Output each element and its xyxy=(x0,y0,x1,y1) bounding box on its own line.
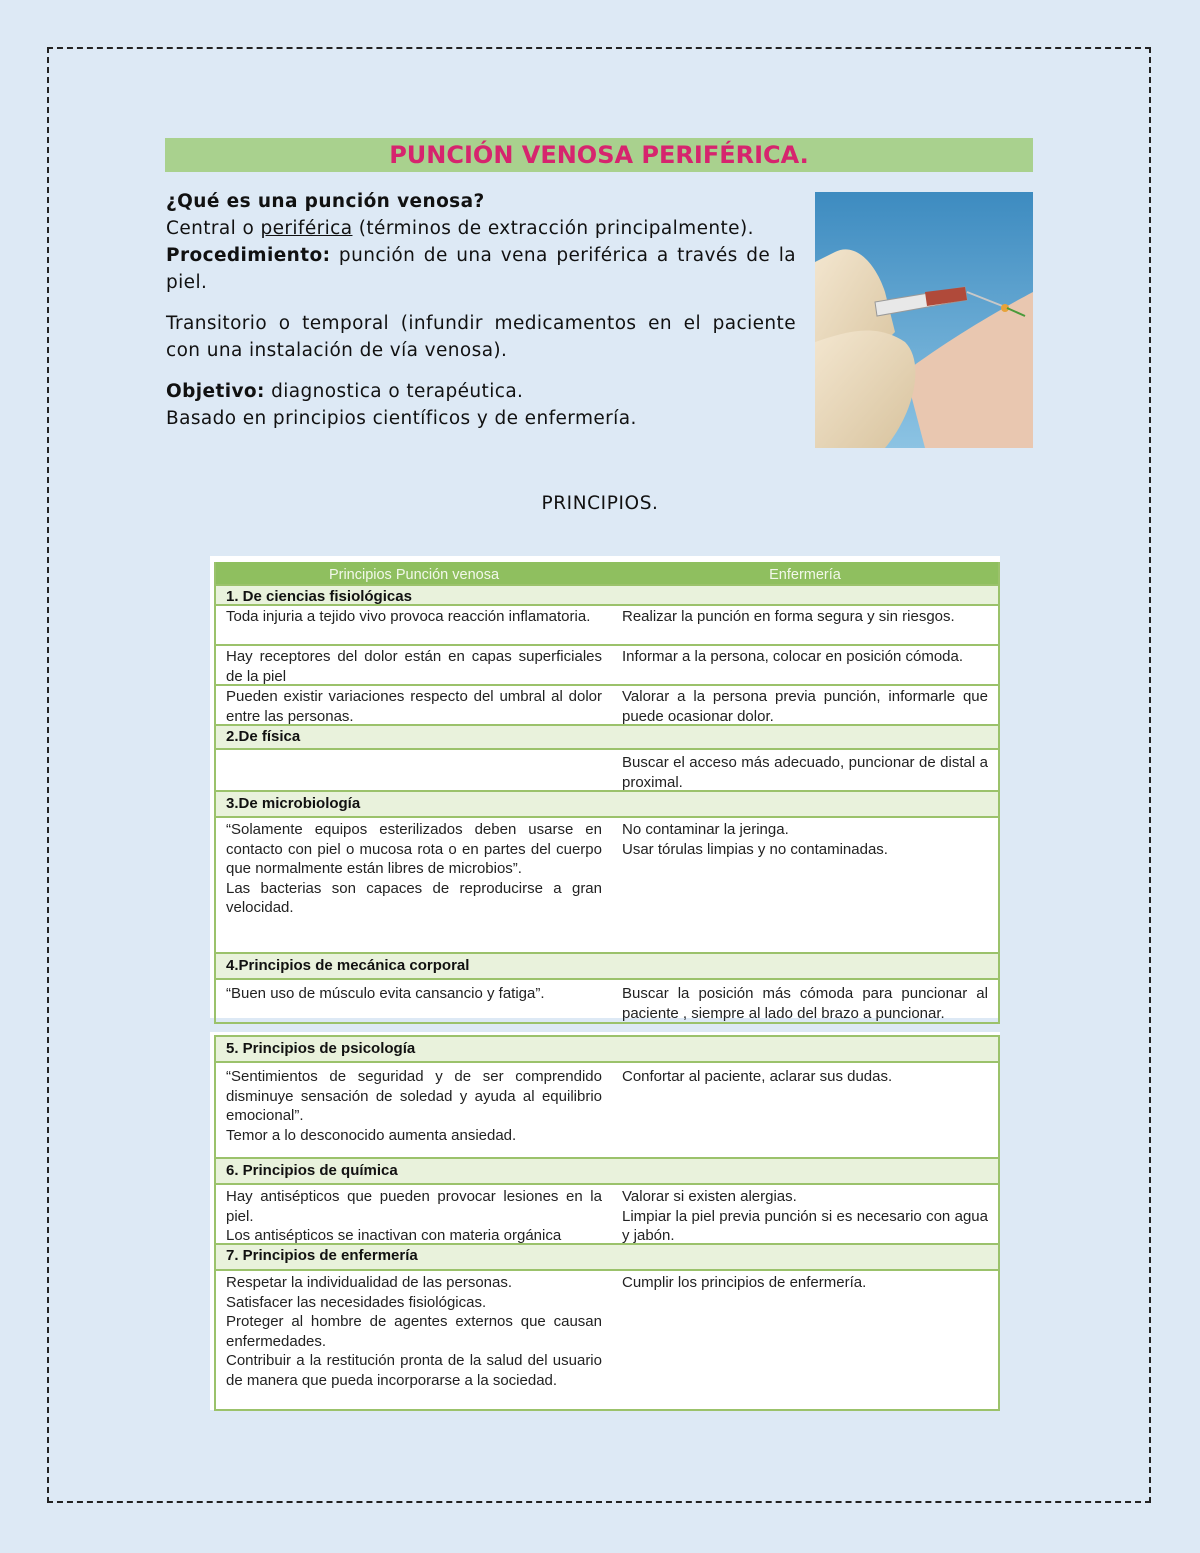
header-enfermeria: Enfermería xyxy=(769,567,841,583)
document-title: PUNCIÓN VENOSA PERIFÉRICA. xyxy=(165,138,1033,172)
procedimiento-line: Procedimiento: punción de una vena periférica a través de la piel. xyxy=(166,245,796,293)
section-title: 4.Principios de mecánica corporal xyxy=(216,954,998,980)
section-title: 5. Principios de psicología xyxy=(216,1037,998,1063)
table-row: Respetar la individualidad de las personas. Satisfacer las necesidades fisiológicas. Proteger al hombre de agentes externos que causan enfermedades. Contribuir a la restitución pronta de la salud del usuario de manera que pueda incorporarse a la sociedad. Cumplir los principios de enfermería. xyxy=(216,1271,998,1411)
section-title: 1. De ciencias fisiológicas xyxy=(216,586,998,606)
transitorio-line: Transitorio o temporal (infundir medicamentos en el paciente con una instalación de vía venosa). xyxy=(166,313,796,361)
table-row: “Solamente equipos esterilizados deben usarse en contacto con piel o mucosa rota o en partes del cuerpo que normalmente están libres de microbios”. Las bacterias son capaces de reproducirse a gran velocidad. No contaminar la jeringa. Usar tórulas limpias y no contaminadas. xyxy=(216,818,998,954)
table-row: Hay receptores del dolor están en capas superficiales de la piel Informar a la persona, colocar en posición cómoda. xyxy=(216,646,998,686)
periferica-link[interactable]: periférica xyxy=(260,218,353,239)
central-line: Central o periférica (términos de extracción principalmente). xyxy=(166,218,754,239)
table-row: Pueden existir variaciones respecto del umbral al dolor entre las personas. Valorar a la persona previa punción, informarle que puede ocasionar dolor. xyxy=(216,686,998,726)
principles-table-part-2 xyxy=(214,1035,1000,1411)
venipuncture-photo xyxy=(815,192,1033,448)
table-row: “Buen uso de músculo evita cansancio y fatiga”. Buscar la posición más cómoda para puncionar al paciente , siempre al lado del brazo a puncionar. xyxy=(216,980,998,1024)
table-row: Toda injuria a tejido vivo provoca reacción inflamatoria. Realizar la punción en forma segura y sin riesgos. xyxy=(216,606,998,646)
principios-heading: PRINCIPIOS. xyxy=(541,493,659,514)
table-row: Hay antisépticos que pueden provocar lesiones en la piel. Los antisépticos se inactivan con materia orgánica Valorar si existen alergias. Limpiar la piel previa punción si es necesario con agua y jabón. xyxy=(216,1185,998,1245)
intro-text xyxy=(166,188,796,432)
section-title: 6. Principios de química xyxy=(216,1159,998,1185)
section-title: 3.De microbiología xyxy=(216,792,998,818)
principles-table-part-1 xyxy=(214,562,1000,1024)
table-row: Buscar el acceso más adecuado, puncionar de distal a proximal. xyxy=(216,750,998,792)
header-principios: Principios Punción venosa xyxy=(328,567,500,583)
section-title: 7. Principios de enfermería xyxy=(216,1245,998,1271)
section-title: 2.De física xyxy=(216,726,998,750)
venipuncture-illustration xyxy=(815,192,1033,448)
table-header-row xyxy=(216,562,998,586)
question-heading: ¿Qué es una punción venosa? xyxy=(166,191,485,212)
table-row: “Sentimientos de seguridad y de ser comprendido disminuye sensación de soledad y ayuda al equilibrio emocional”. Temor a lo desconocido aumenta ansiedad. Confortar al paciente, aclarar sus dudas. xyxy=(216,1063,998,1159)
basado-line: Basado en principios científicos y de enfermería. xyxy=(166,408,637,429)
objetivo-line: Objetivo: diagnostica o terapéutica. xyxy=(166,381,524,402)
